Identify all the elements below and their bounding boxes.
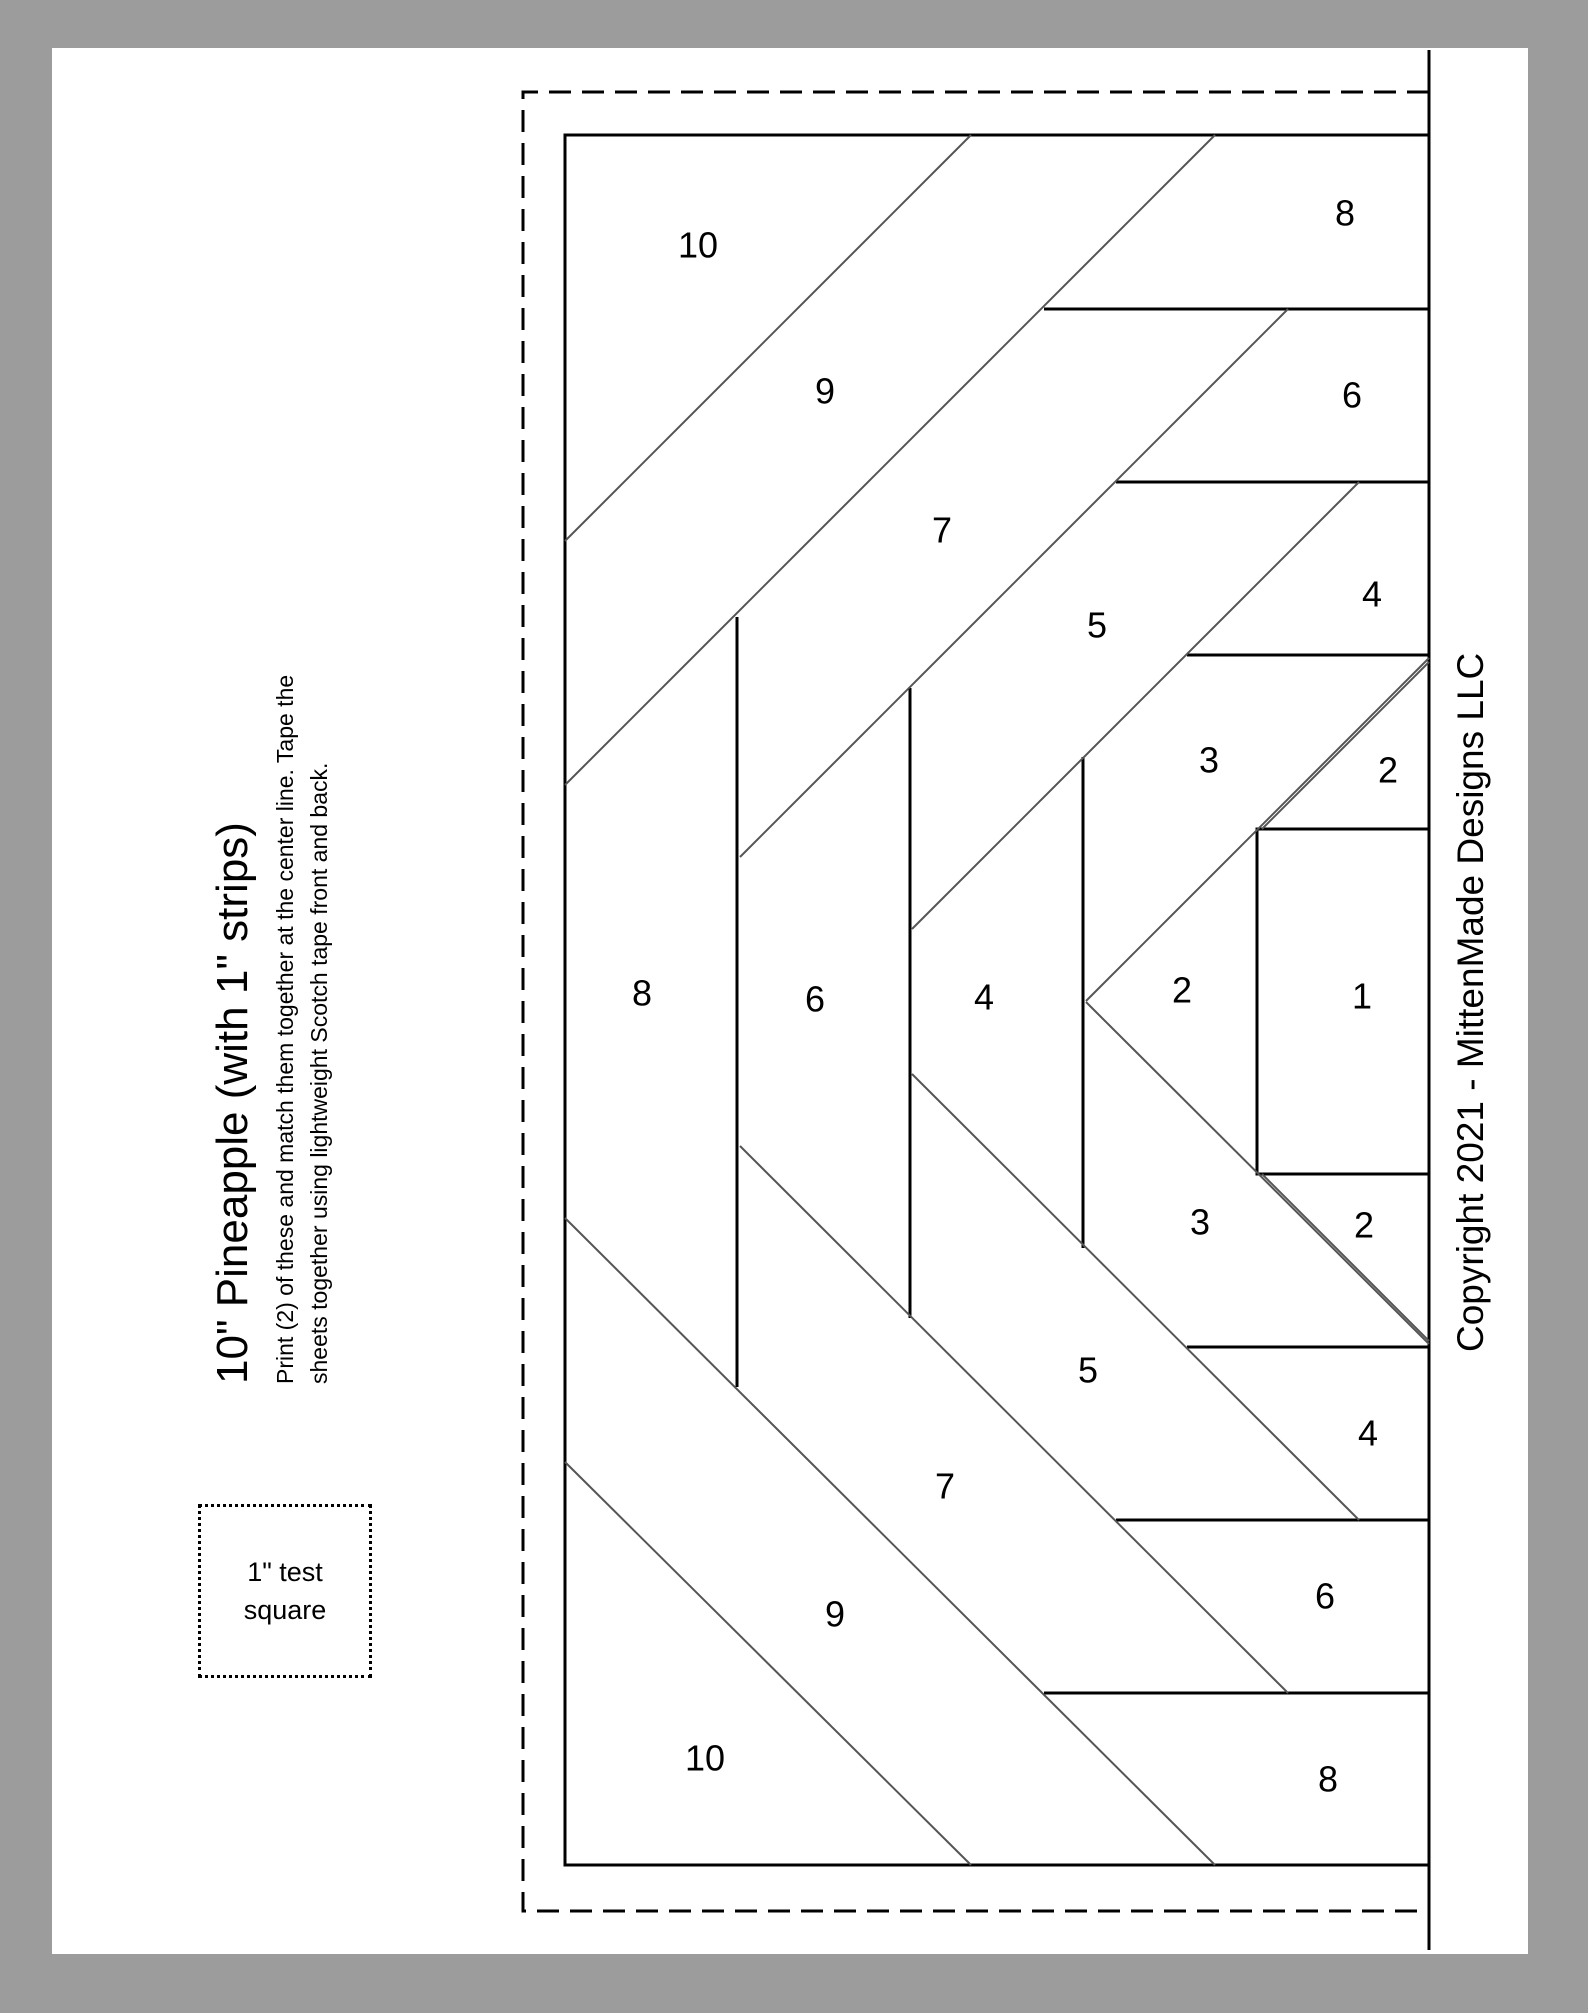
seam-line — [1262, 662, 1429, 829]
pattern-title: 10" Pineapple (with 1" strips) — [208, 822, 257, 1384]
piece-number: 5 — [1086, 604, 1108, 646]
seam-line — [912, 482, 1359, 929]
instructions-line-2: sheets together using lightweight Scotch tape front and back. — [306, 762, 332, 1384]
piece-number: 6 — [804, 978, 826, 1020]
piece-number: 2 — [1377, 749, 1399, 791]
vertical-seams — [737, 617, 1083, 1387]
seam-line — [565, 135, 1215, 785]
test-square-label-line-1: 1" test — [247, 1557, 323, 1587]
piece-number: 8 — [1317, 1758, 1339, 1800]
piece-number: 8 — [1334, 192, 1356, 234]
piece-number: 5 — [1077, 1349, 1099, 1391]
piece-number: 6 — [1341, 374, 1363, 416]
seam-line — [565, 135, 971, 541]
piece-number: 10 — [684, 1737, 726, 1779]
piece-number: 2 — [1353, 1204, 1375, 1246]
center-square — [1257, 829, 1429, 1174]
piece-number: 3 — [1189, 1201, 1211, 1243]
seam-line — [565, 1462, 971, 1865]
seam-line — [912, 1074, 1359, 1520]
piece-number: 6 — [1314, 1575, 1336, 1617]
piece-number: 1 — [1351, 975, 1373, 1017]
piece-number: 4 — [1361, 573, 1383, 615]
piece-number: 9 — [824, 1593, 846, 1635]
piece-number: 8 — [631, 972, 653, 1014]
seam-line — [1262, 1174, 1429, 1341]
piece-number: 3 — [1198, 739, 1220, 781]
copyright-text: Copyright 2021 - MittenMade Designs LLC — [1450, 652, 1491, 1352]
piece-number: 7 — [934, 1465, 956, 1507]
piece-number: 10 — [677, 224, 719, 266]
test-square-label-line-2: square — [243, 1595, 327, 1625]
piece-number: 4 — [973, 976, 995, 1018]
piece-number: 7 — [931, 509, 953, 551]
instructions-line-1: Print (2) of these and match them together at the center line. Tape the — [272, 674, 298, 1384]
piece-number: 2 — [1171, 969, 1193, 1011]
piece-number: 9 — [814, 370, 836, 412]
seam-line — [565, 1218, 1215, 1865]
block-outline — [565, 135, 1429, 1865]
diagonal-seams — [565, 135, 1429, 1865]
piece-number: 4 — [1357, 1412, 1379, 1454]
